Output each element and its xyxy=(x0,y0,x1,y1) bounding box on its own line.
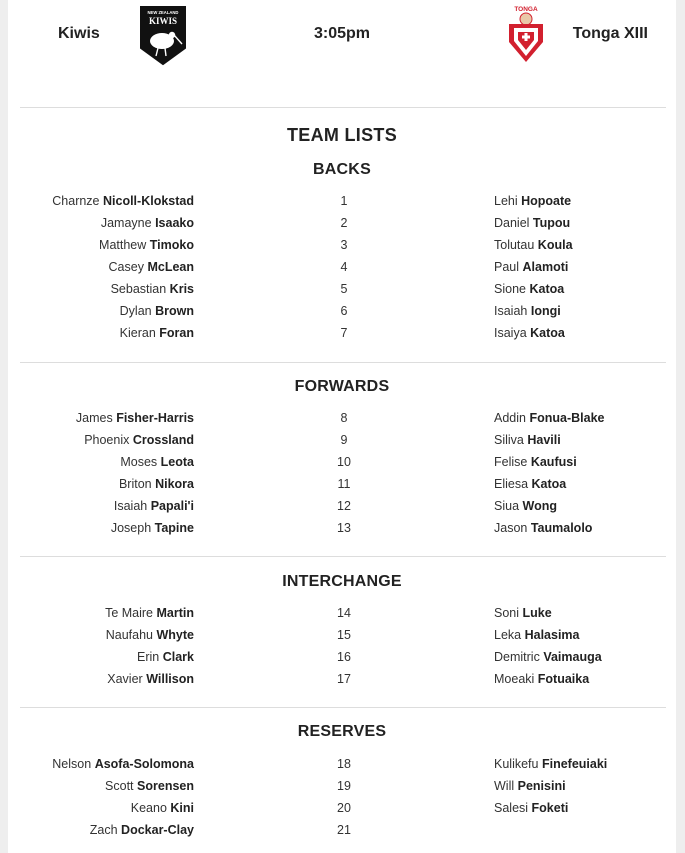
divider xyxy=(20,707,666,708)
player-first-name: Isaiah xyxy=(113,499,148,513)
away-player[interactable] xyxy=(494,326,565,340)
home-player[interactable] xyxy=(52,194,194,208)
player-first-name: Salesi xyxy=(494,801,529,815)
jersey-number: 17 xyxy=(337,672,351,686)
player-last-name: Penisini xyxy=(517,779,566,793)
player-last-name: Dockar-Clay xyxy=(121,823,194,837)
home-player[interactable] xyxy=(99,238,194,252)
jersey-number: 21 xyxy=(337,823,351,837)
player-first-name: Naufahu xyxy=(105,628,154,642)
player-first-name: Siliva xyxy=(494,433,524,447)
player-last-name: Brown xyxy=(155,304,194,318)
home-player[interactable] xyxy=(105,606,194,620)
player-row xyxy=(8,191,676,213)
player-first-name: Jamayne xyxy=(100,216,152,230)
player-first-name: Isaiya xyxy=(494,326,527,340)
jersey-number: 18 xyxy=(337,757,351,771)
player-row xyxy=(8,257,676,279)
jersey-number: 19 xyxy=(337,779,351,793)
player-row xyxy=(8,776,676,798)
jersey-number: 13 xyxy=(337,521,351,535)
home-player[interactable] xyxy=(106,628,194,642)
divider xyxy=(20,556,666,557)
player-first-name: Briton xyxy=(118,477,152,491)
jersey-number: 3 xyxy=(340,238,348,252)
player-row xyxy=(8,430,676,452)
player-first-name: Jason xyxy=(494,521,528,535)
home-player[interactable] xyxy=(137,650,194,664)
away-player[interactable] xyxy=(494,477,566,491)
player-row xyxy=(8,518,676,540)
player-first-name: Will xyxy=(494,779,515,793)
player-last-name: Timoko xyxy=(149,238,194,252)
section-title-backs: BACKS xyxy=(313,161,371,178)
player-row xyxy=(8,625,676,647)
player-row xyxy=(8,496,676,518)
player-first-name: Charnze xyxy=(52,194,100,208)
player-last-name: Kris xyxy=(169,282,194,296)
player-last-name: Leota xyxy=(160,455,194,469)
home-player[interactable] xyxy=(119,477,194,491)
away-player[interactable] xyxy=(494,757,607,771)
away-player[interactable] xyxy=(494,499,557,513)
player-first-name: Soni xyxy=(494,606,520,620)
player-first-name: Zach xyxy=(89,823,118,837)
player-first-name: Nelson xyxy=(52,757,92,771)
player-first-name: Eliesa xyxy=(494,477,529,491)
player-last-name: Crossland xyxy=(132,433,194,447)
kickoff-time: 3:05pm xyxy=(313,25,371,42)
player-last-name: Iongi xyxy=(530,304,561,318)
player-row xyxy=(8,301,676,323)
player-last-name: Fonua-Blake xyxy=(529,411,605,425)
player-last-name: Tapine xyxy=(154,521,194,535)
player-last-name: Katoa xyxy=(531,477,567,491)
player-first-name: Felise xyxy=(494,455,528,469)
away-team-name[interactable]: Tonga XIII xyxy=(572,25,648,42)
jersey-number: 12 xyxy=(337,499,351,513)
player-first-name: Kulikefu xyxy=(494,757,539,771)
player-first-name: Isaiah xyxy=(494,304,528,318)
jersey-number: 14 xyxy=(337,606,351,620)
player-first-name: Daniel xyxy=(494,216,530,230)
player-first-name: Phoenix xyxy=(84,433,130,447)
player-last-name: Fotuaika xyxy=(537,672,590,686)
player-last-name: Foran xyxy=(159,326,194,340)
jersey-number: 2 xyxy=(340,216,348,230)
player-row xyxy=(8,647,676,669)
player-last-name: Wong xyxy=(522,499,557,513)
player-last-name: Vaimauga xyxy=(543,650,602,664)
tonga-logo-icon[interactable] xyxy=(505,4,547,64)
player-first-name: Siua xyxy=(494,499,520,513)
home-player[interactable] xyxy=(105,779,194,793)
player-last-name: Nikora xyxy=(155,477,194,491)
team-lists-card xyxy=(8,0,676,853)
svg-text:NEW ZEALAND: NEW ZEALAND xyxy=(147,10,179,15)
player-last-name: Taumalolo xyxy=(530,521,593,535)
player-last-name: Kaufusi xyxy=(530,455,577,469)
player-first-name: Tolutau xyxy=(494,238,535,252)
player-row xyxy=(8,452,676,474)
player-first-name: Joseph xyxy=(110,521,152,535)
away-player[interactable] xyxy=(494,260,568,274)
player-last-name: Clark xyxy=(162,650,194,664)
home-team-name[interactable]: Kiwis xyxy=(58,25,100,42)
player-first-name: Keano xyxy=(130,801,167,815)
jersey-number: 15 xyxy=(337,628,351,642)
page-title: TEAM LISTS xyxy=(287,125,397,145)
player-last-name: Nicoll-Klokstad xyxy=(103,194,194,208)
player-first-name: Sione xyxy=(494,282,526,296)
away-player[interactable] xyxy=(494,304,561,318)
away-player[interactable] xyxy=(494,628,580,642)
player-last-name: Finefeuiaki xyxy=(541,757,608,771)
home-player[interactable] xyxy=(120,455,194,469)
player-last-name: Hopoate xyxy=(521,194,572,208)
player-first-name: Xavier xyxy=(107,672,143,686)
home-player[interactable] xyxy=(52,757,194,771)
player-first-name: Dylan xyxy=(119,304,152,318)
player-row xyxy=(8,754,676,776)
away-player[interactable] xyxy=(494,238,573,252)
player-first-name: Demitric xyxy=(494,650,540,664)
player-last-name: Papali'i xyxy=(150,499,194,513)
player-last-name: Asofa-Solomona xyxy=(94,757,194,771)
section-title-interchange: INTERCHANGE xyxy=(282,573,402,590)
jersey-number: 20 xyxy=(337,801,351,815)
home-player[interactable] xyxy=(109,260,194,274)
home-player[interactable] xyxy=(90,823,194,837)
home-player[interactable] xyxy=(76,411,194,425)
player-first-name: Sebastian xyxy=(110,282,167,296)
player-first-name: Scott xyxy=(105,779,134,793)
player-first-name: Moses xyxy=(120,455,158,469)
home-player[interactable] xyxy=(107,672,194,686)
player-last-name: Koula xyxy=(537,238,573,252)
player-last-name: Halasima xyxy=(524,628,580,642)
player-row xyxy=(8,474,676,496)
away-player[interactable] xyxy=(494,801,568,815)
player-row xyxy=(8,279,676,301)
svg-text:TONGA: TONGA xyxy=(514,6,538,13)
player-row xyxy=(8,669,676,691)
away-player[interactable] xyxy=(494,650,602,664)
player-first-name: Erin xyxy=(137,650,160,664)
player-row xyxy=(8,323,676,345)
away-player[interactable] xyxy=(494,282,564,296)
player-first-name: Lehi xyxy=(494,194,518,208)
player-row xyxy=(8,213,676,235)
player-last-name: Whyte xyxy=(156,628,194,642)
player-last-name: Willison xyxy=(146,672,194,686)
home-player[interactable] xyxy=(101,216,194,230)
player-last-name: McLean xyxy=(147,260,194,274)
home-player[interactable] xyxy=(111,282,194,296)
away-player[interactable] xyxy=(494,779,566,793)
player-row xyxy=(8,820,676,842)
away-player[interactable] xyxy=(494,521,592,535)
away-player[interactable] xyxy=(494,216,570,230)
away-player[interactable] xyxy=(494,672,589,686)
player-first-name: Addin xyxy=(494,411,526,425)
divider xyxy=(20,107,666,108)
jersey-number: 5 xyxy=(340,282,348,296)
player-first-name: Casey xyxy=(108,260,144,274)
player-first-name: Leka xyxy=(494,628,522,642)
jersey-number: 7 xyxy=(340,326,348,340)
section-title-forwards: FORWARDS xyxy=(294,378,390,395)
svg-text:KIWIS: KIWIS xyxy=(148,16,178,26)
player-row xyxy=(8,798,676,820)
home-player[interactable] xyxy=(120,304,194,318)
player-row xyxy=(8,408,676,430)
jersey-number: 11 xyxy=(337,477,351,491)
player-first-name: Moeaki xyxy=(494,672,535,686)
player-first-name: Matthew xyxy=(99,238,147,252)
player-last-name: Havili xyxy=(527,433,561,447)
player-first-name: Te Maire xyxy=(105,606,154,620)
jersey-number: 1 xyxy=(340,194,348,208)
home-player[interactable] xyxy=(84,433,194,447)
player-row xyxy=(8,603,676,625)
home-player[interactable] xyxy=(114,499,194,513)
away-player[interactable] xyxy=(494,606,552,620)
jersey-number: 10 xyxy=(337,455,351,469)
player-first-name: Kieran xyxy=(119,326,156,340)
jersey-number: 6 xyxy=(340,304,348,318)
away-player[interactable] xyxy=(494,455,577,469)
player-first-name: James xyxy=(75,411,113,425)
player-last-name: Alamoti xyxy=(522,260,569,274)
match-header xyxy=(8,0,676,74)
section-title-reserves: RESERVES xyxy=(297,723,387,740)
player-last-name: Luke xyxy=(522,606,552,620)
divider xyxy=(20,362,666,363)
home-player[interactable] xyxy=(111,521,194,535)
player-last-name: Katoa xyxy=(529,282,565,296)
jersey-number: 16 xyxy=(337,650,351,664)
player-first-name: Paul xyxy=(494,260,520,274)
player-last-name: Katoa xyxy=(530,326,565,340)
home-player[interactable] xyxy=(131,801,194,815)
player-last-name: Martin xyxy=(156,606,194,620)
jersey-number: 9 xyxy=(340,433,348,447)
player-last-name: Foketi xyxy=(531,801,569,815)
jersey-number: 8 xyxy=(340,411,348,425)
player-last-name: Sorensen xyxy=(137,779,194,793)
away-player[interactable] xyxy=(494,194,571,208)
player-last-name: Tupou xyxy=(532,216,571,230)
player-last-name: Isaako xyxy=(155,216,194,230)
jersey-number: 4 xyxy=(340,260,348,274)
player-last-name: Fisher-Harris xyxy=(116,411,194,425)
player-row xyxy=(8,235,676,257)
home-player[interactable] xyxy=(120,326,194,340)
player-last-name: Kini xyxy=(170,801,194,815)
away-player[interactable] xyxy=(494,411,604,425)
away-player[interactable] xyxy=(494,433,561,447)
